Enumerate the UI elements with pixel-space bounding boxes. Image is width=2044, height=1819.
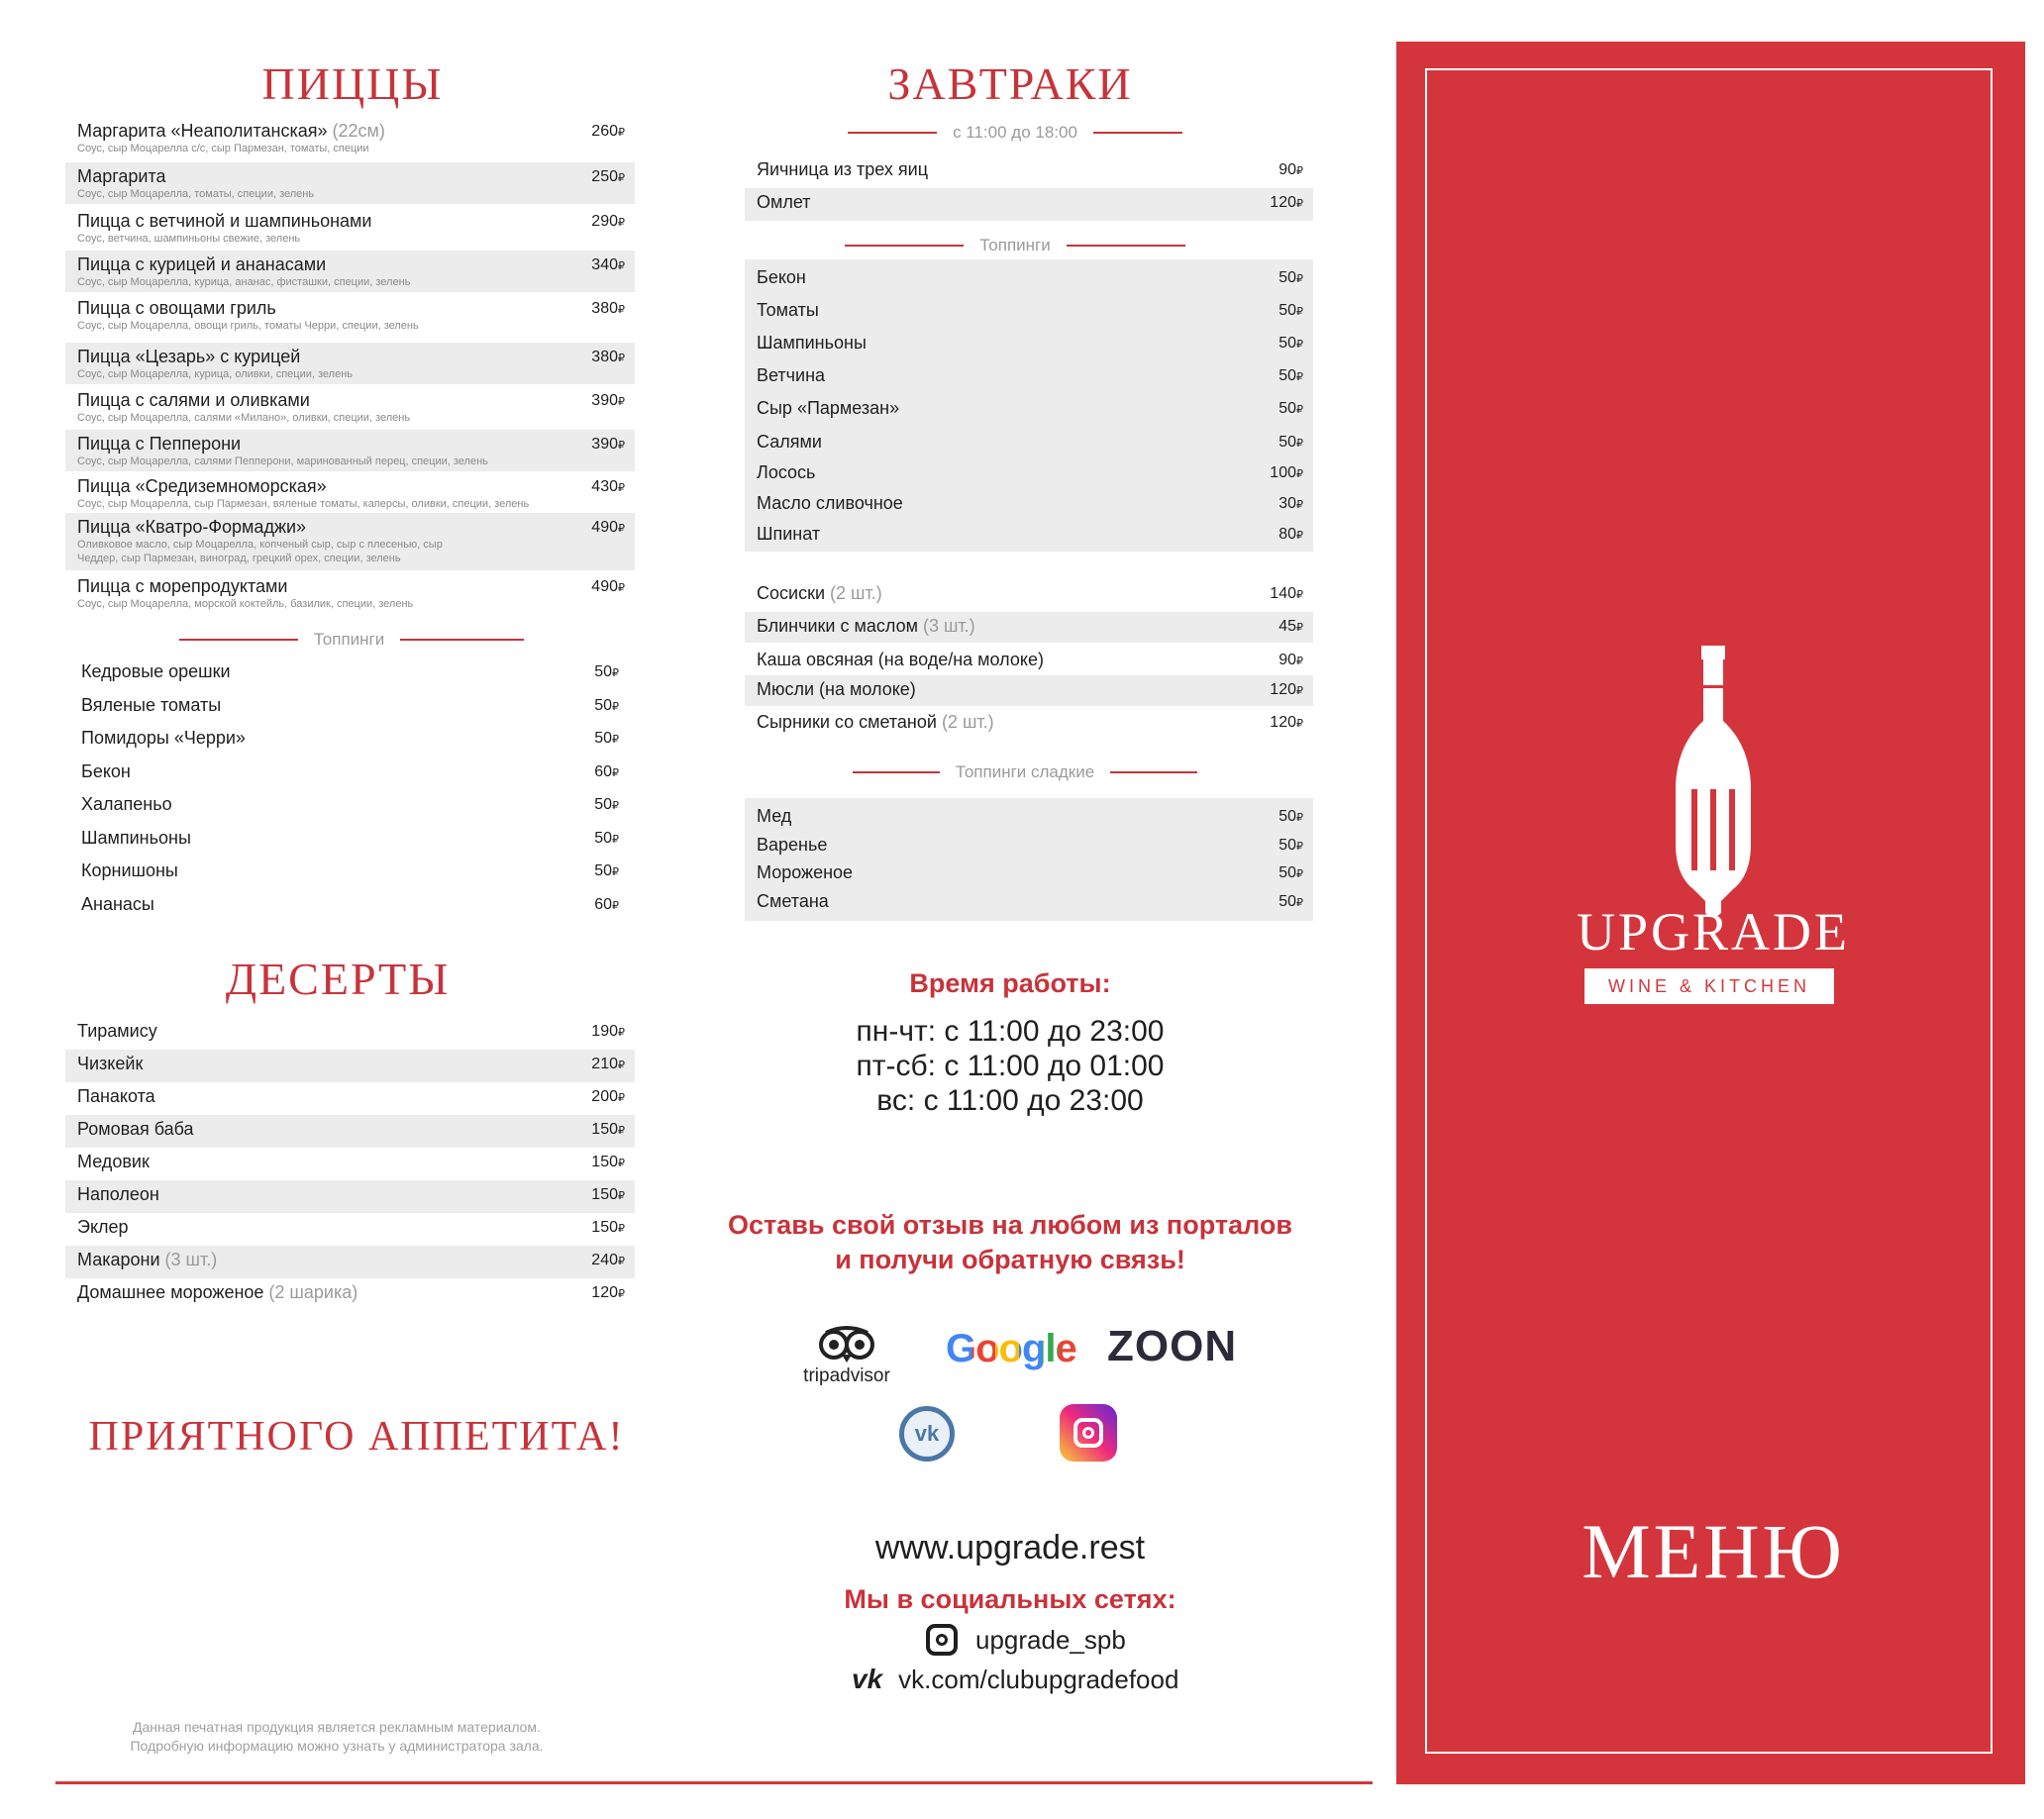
item-price: 490₽	[591, 578, 625, 595]
item-price: 150₽	[591, 1186, 625, 1203]
pizza-topping-row	[69, 824, 629, 857]
item-name: Варенье	[757, 834, 828, 855]
item-price: 50₽	[1278, 335, 1303, 352]
item-name: Масло сливочное	[757, 493, 903, 513]
item-note: (2 шарика)	[263, 1282, 358, 1302]
dessert-row	[65, 1050, 635, 1082]
item-name: Сосиски (2 шт.)	[757, 583, 882, 603]
item-name: Сырники со сметаной (2 шт.)	[757, 712, 994, 732]
item-name: Салями	[757, 432, 822, 452]
instagram-handle-row[interactable]	[926, 1624, 1126, 1656]
item-description: Соус, сыр Моцарелла, морской коктейль, базилик, специи, зелень	[77, 598, 414, 610]
item-price: 150₽	[591, 1121, 625, 1138]
item-description: Оливковое масло, сыр Моцарелла, копченый сыр, сыр с плесенью, сыр Чеддер, сыр Пармезан, виноград, грецкий орех, специи, зелень	[77, 539, 443, 564]
sweet-topping-row	[745, 887, 1313, 915]
breakfast-hours: с 11:00 до 18:00	[953, 123, 1077, 142]
dessert-row	[65, 1180, 635, 1213]
pizza-topping-row	[69, 790, 629, 823]
item-description: Соус, сыр Моцарелла, курица, оливки, специи, зелень	[77, 368, 354, 380]
item-name: Мед	[757, 806, 792, 826]
item-name: Каша овсяная (на воде/на молоке)	[757, 650, 1044, 669]
item-note: (2 шт.)	[825, 583, 882, 603]
working-hours	[792, 1014, 1228, 1118]
item-note: (22см)	[327, 121, 385, 141]
item-price: 140₽	[1270, 585, 1303, 602]
item-name: Пицца с ветчиной и шампиньонами	[77, 211, 372, 231]
pizza-row	[65, 117, 635, 158]
divider-label: Топпинги сладкие	[955, 762, 1095, 781]
item-price: 60₽	[594, 895, 619, 913]
menu-title: МЕНЮ	[1582, 1508, 1845, 1594]
pizza-row	[65, 513, 635, 570]
breakfast-topping-row	[745, 329, 1313, 358]
pizza-row	[65, 343, 635, 384]
item-name: Корнишоны	[81, 860, 178, 880]
breakfast-topping-row	[745, 489, 1313, 519]
vk-icon: vk	[852, 1664, 883, 1694]
breakfast-topping-row	[745, 296, 1313, 326]
dessert-row	[65, 1017, 635, 1050]
item-price: 120₽	[591, 1284, 625, 1301]
item-price: 150₽	[591, 1154, 625, 1170]
breakfast-topping-row	[745, 458, 1313, 488]
tripadvisor-logo[interactable]	[792, 1325, 901, 1388]
item-price: 50₽	[594, 663, 619, 680]
item-name: Ветчина	[757, 365, 826, 385]
dessert-row	[65, 1148, 635, 1180]
review-line-2: и получи обратную связь!	[835, 1245, 1185, 1274]
pizza-row	[65, 572, 635, 616]
item-price: 120₽	[1270, 714, 1303, 731]
item-name: Пицца с морепродуктами	[77, 576, 288, 596]
dessert-row	[65, 1213, 635, 1246]
item-name: Пицца «Цезарь» с курицей	[77, 347, 301, 366]
item-price: 390₽	[591, 392, 625, 409]
divider-label: Топпинги	[313, 630, 385, 649]
breakfast-extra-row	[745, 646, 1313, 676]
dessert-row	[65, 1115, 635, 1148]
item-name: Маргарита «Неаполитанская» (22см)	[77, 121, 385, 141]
item-price: 120₽	[1270, 681, 1303, 698]
instagram-handle: upgrade_spb	[975, 1624, 1126, 1655]
item-name: Кедровые орешки	[81, 661, 231, 681]
item-name: Томаты	[757, 300, 819, 320]
item-price: 390₽	[591, 436, 625, 453]
breakfast-extra-row	[745, 612, 1313, 643]
breakfast-extra-row	[745, 579, 1313, 610]
disclaimer	[79, 1718, 594, 1756]
owl-icon	[812, 1325, 881, 1364]
item-price: 150₽	[591, 1219, 625, 1236]
item-name: Яичница из трех яиц	[757, 159, 929, 179]
brand-name: UPGRADE	[1576, 902, 1851, 961]
breakfast-extra-row	[745, 708, 1313, 739]
item-note: (3 шт.)	[159, 1250, 218, 1269]
item-name: Маргарита	[77, 166, 166, 186]
zoon-logo[interactable]	[1107, 1322, 1237, 1371]
item-name: Пицца с Пепперони	[77, 434, 242, 454]
item-name: Блинчики с маслом (3 шт.)	[757, 616, 975, 636]
item-note: (3 шт.)	[917, 616, 975, 636]
item-name: Сыр «Пармезан»	[757, 398, 900, 418]
breakfast-title: ЗАВТРАКИ	[887, 58, 1133, 109]
item-name: Ананасы	[81, 893, 154, 914]
pizza-toppings-divider	[129, 630, 574, 650]
item-name: Мюсли (на молоке)	[757, 679, 916, 699]
item-price: 60₽	[594, 762, 619, 780]
breakfast-topping-row	[745, 428, 1313, 457]
item-name: Ромовая баба	[77, 1119, 194, 1139]
breakfast-topping-row	[745, 394, 1313, 424]
item-name: Халапеньо	[81, 794, 172, 814]
item-price: 50₽	[1278, 400, 1303, 417]
breakfast-topping-row	[745, 361, 1313, 391]
item-price: 190₽	[591, 1023, 625, 1040]
vk-link-row[interactable]	[852, 1664, 1178, 1695]
pizza-row	[65, 207, 635, 249]
item-price: 260₽	[591, 123, 625, 140]
pizza-row	[65, 251, 635, 292]
item-name: Макарони (3 шт.)	[77, 1250, 218, 1269]
item-price: 90₽	[1278, 652, 1303, 668]
item-name: Бекон	[757, 267, 806, 287]
pizza-topping-row	[69, 657, 629, 690]
item-name: Сметана	[757, 890, 829, 911]
item-name: Вяленые томаты	[81, 694, 222, 715]
item-name: Наполеон	[77, 1184, 159, 1204]
item-name: Пицца «Кватро-Формаджи»	[77, 517, 307, 537]
desserts-title: ДЕСЕРТЫ	[225, 954, 451, 1004]
item-price: 240₽	[591, 1252, 625, 1268]
item-name: Шампиньоны	[757, 333, 867, 353]
cover-panel	[1396, 42, 2025, 1784]
item-price: 90₽	[1278, 161, 1303, 178]
item-price: 380₽	[591, 349, 625, 365]
item-name: Шампиньоны	[81, 827, 191, 848]
item-name: Пицца с овощами гриль	[77, 298, 276, 318]
breakfast-row	[745, 188, 1313, 221]
item-name: Омлет	[757, 192, 811, 212]
working-hours-title: Время работы:	[909, 968, 1111, 998]
item-price: 50₽	[594, 862, 619, 879]
item-price: 50₽	[1278, 836, 1303, 854]
item-description: Соус, сыр Моцарелла с/с, сыр Пармезан, томаты, специи	[77, 143, 369, 154]
divider-label: Топпинги	[979, 236, 1051, 254]
hours-weekdays: пн-чт: с 11:00 до 23:00	[856, 1015, 1165, 1048]
vk-icon: vk	[914, 1421, 940, 1446]
item-name: Панакота	[77, 1086, 155, 1106]
review-call	[713, 1208, 1307, 1277]
dessert-row	[65, 1082, 635, 1115]
breakfast-topping-row	[745, 263, 1313, 293]
item-price: 50₽	[1278, 367, 1303, 384]
pizzas-title: ПИЦЦЫ	[261, 58, 444, 109]
zoon-text: ZOON	[1107, 1322, 1238, 1370]
item-description: Соус, сыр Моцарелла, курица, ананас, фисташки, специи, зелень	[77, 276, 411, 288]
pizza-row	[65, 386, 635, 428]
pizza-row	[65, 430, 635, 471]
sweet-topping-row	[745, 831, 1313, 859]
bon-appetit: ПРИЯТНОГО АППЕТИТА!	[88, 1414, 625, 1460]
item-name: Мороженое	[757, 862, 854, 882]
pizza-topping-row	[69, 724, 629, 757]
pizza-topping-row	[69, 691, 629, 724]
google-logo[interactable]	[946, 1327, 1076, 1371]
item-price: 120₽	[1270, 194, 1303, 211]
item-price: 80₽	[1278, 526, 1303, 543]
item-name: Лосось	[757, 462, 816, 482]
item-price: 45₽	[1278, 618, 1303, 635]
item-price: 50₽	[594, 796, 619, 813]
instagram-icon	[1073, 1418, 1103, 1448]
pizza-row	[65, 472, 635, 514]
dessert-row	[65, 1278, 635, 1311]
instagram-logo[interactable]	[1060, 1404, 1117, 1462]
sweet-toppings-divider	[852, 762, 1198, 782]
breakfast-extra-row	[745, 675, 1313, 706]
dessert-row	[65, 1246, 635, 1278]
vk-logo[interactable]	[899, 1406, 955, 1462]
item-price: 380₽	[591, 300, 625, 317]
social-title: Мы в социальных сетях:	[844, 1584, 1176, 1614]
item-description: Соус, сыр Моцарелла, салями «Милано», оливки, специи, зелень	[77, 412, 411, 424]
breakfast-topping-row	[745, 520, 1313, 550]
instagram-icon	[926, 1624, 958, 1656]
disclaimer-line-2: Подробную информацию можно узнать у администратора зала.	[130, 1738, 544, 1754]
google-text: Google	[946, 1327, 1076, 1370]
item-price: 50₽	[594, 730, 619, 747]
sweet-topping-row	[745, 859, 1313, 886]
item-name: Медовик	[77, 1152, 150, 1171]
item-price: 30₽	[1278, 495, 1303, 512]
item-name: Тирамису	[77, 1021, 157, 1041]
item-price: 490₽	[591, 519, 625, 536]
item-description: Соус, сыр Моцарелла, овощи гриль, томаты Черри, специи, зелень	[77, 320, 419, 332]
item-price: 50₽	[1278, 269, 1303, 286]
item-price: 340₽	[591, 256, 625, 273]
item-name: Пицца «Средиземноморская»	[77, 476, 327, 496]
breakfast-row	[745, 155, 1313, 188]
pizza-topping-row	[69, 857, 629, 889]
item-description: Соус, сыр Моцарелла, томаты, специи, зелень	[77, 188, 315, 200]
review-line-1: Оставь свой отзыв на любом из порталов	[728, 1210, 1292, 1240]
brand-sub: WINE & KITCHEN	[1584, 968, 1834, 1004]
item-description: Соус, ветчина, шампиньоны свежие, зелень	[77, 233, 301, 245]
item-note: (2 шт.)	[936, 712, 994, 732]
pizza-topping-row	[69, 758, 629, 790]
item-name: Пицца с курицей и ананасами	[77, 254, 327, 274]
item-description: Соус, сыр Моцарелла, салями Пепперони, маринованный перец, специи, зелень	[77, 455, 488, 467]
pizza-row	[65, 162, 635, 204]
wine-bottle-fork-icon	[1664, 646, 1763, 923]
tripadvisor-text: tripadvisor	[803, 1365, 890, 1386]
pizza-topping-row	[69, 890, 629, 923]
item-name: Шпинат	[757, 524, 821, 544]
sweet-topping-row	[745, 802, 1313, 830]
item-name: Бекон	[81, 760, 131, 781]
breakfast-toppings-divider	[842, 236, 1188, 255]
item-name: Домашнее мороженое (2 шарика)	[77, 1282, 358, 1302]
item-price: 50₽	[1278, 808, 1303, 825]
item-name: Пицца с салями и оливками	[77, 390, 310, 410]
item-price: 200₽	[591, 1088, 625, 1105]
item-price: 50₽	[1278, 892, 1303, 910]
item-name: Эклер	[77, 1217, 129, 1237]
item-price: 290₽	[591, 213, 625, 230]
item-price: 50₽	[1278, 302, 1303, 319]
item-price: 50₽	[594, 829, 619, 847]
item-price: 50₽	[594, 696, 619, 714]
item-name: Чизкейк	[77, 1054, 144, 1073]
item-price: 50₽	[1278, 864, 1303, 881]
item-description: Соус, сыр Моцарелла, сыр Пармезан, вяленые томаты, каперсы, оливки, специи, зелень	[77, 498, 530, 510]
vk-link: vk.com/clubupgradefood	[898, 1664, 1179, 1694]
hours-fri-sat: пт-сб: с 11:00 до 01:00	[856, 1050, 1165, 1082]
item-price: 250₽	[591, 168, 625, 185]
pizza-row	[65, 294, 635, 338]
breakfast-hours-divider	[842, 123, 1188, 143]
website[interactable]: www.upgrade.rest	[874, 1529, 1146, 1566]
item-name: Помидоры «Черри»	[81, 728, 246, 748]
item-price: 100₽	[1270, 464, 1303, 481]
hours-sunday: вс: с 11:00 до 23:00	[876, 1084, 1144, 1117]
bottom-rule	[55, 1781, 1373, 1784]
item-price: 210₽	[591, 1056, 625, 1072]
item-price: 50₽	[1278, 434, 1303, 451]
item-price: 430₽	[591, 478, 625, 495]
disclaimer-line-1: Данная печатная продукция является рекламным материалом.	[133, 1719, 541, 1735]
